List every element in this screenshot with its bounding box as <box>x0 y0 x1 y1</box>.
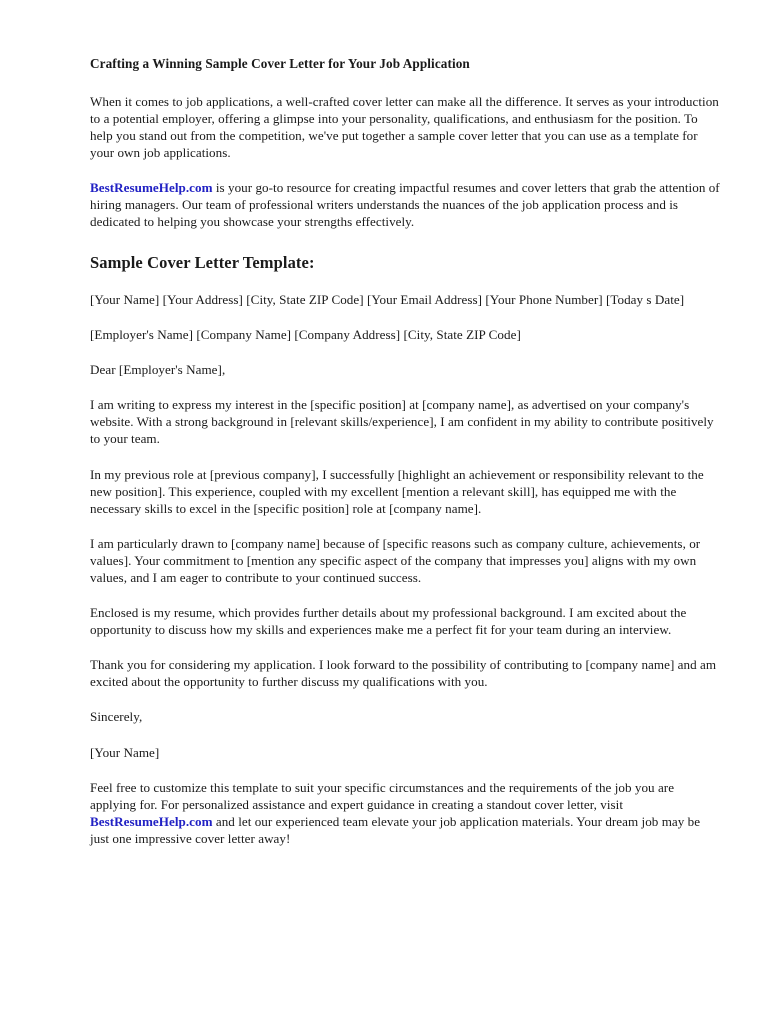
brand-intro-paragraph <box>90 179 722 230</box>
outro-text-after-link: and let our experienced team elevate your job application materials. Your dream job may be just one impressive cover letter away! <box>90 813 701 846</box>
letter-paragraph-1: I am writing to express my interest in the [specific position] at [company name], as advertised on your company's website. With a strong background in [relevant skills/experience], I am confident in my ability to contribute positively to your team. <box>90 397 714 447</box>
intro-paragraph: When it comes to job applications, a well-crafted cover letter can make all the difference. It serves as your introduction to a potential employer, offering a glimpse into your personality, qualifications, and enthusiasm for the position. To help you stand out from the competition, we've put together a sample cover letter that you can use as a template for your own job applications. <box>90 93 719 160</box>
outro-text-before-link: Feel free to customize this template to suit your specific circumstances and the requirements of the job you are applying for. For personalized assistance and expert guidance in creating a standout cover letter, visit <box>90 779 675 812</box>
letter-paragraph-3: I am particularly drawn to [company name] because of [specific reasons such as company culture, achievements, or values]. Your commitment to [mention any specific aspect of the company that impresses you] aligns with my own values, and I am eager to contribute to your continued success. <box>90 535 701 585</box>
letter-salutation: Dear [Employer's Name], <box>90 362 226 378</box>
page-title: Crafting a Winning Sample Cover Letter for Your Job Application <box>90 56 470 71</box>
brand-intro-text: is your go-to resource for creating impactful resumes and cover letters that grab the attention of hiring managers. Our team of professional writers understands the nuances of the job application process and is dedicated to helping you showcase your strengths effectively. <box>90 179 720 230</box>
outro-paragraph <box>90 779 722 847</box>
document-body <box>90 56 722 847</box>
recipient-address-block: [Employer's Name] [Company Name] [Company Address] [City, State ZIP Code] <box>90 327 521 343</box>
sender-address-block: [Your Name] [Your Address] [City, State ZIP Code] [Your Email Address] [Your Phone Number] [Today s Date] <box>90 291 685 307</box>
section-heading-template: Sample Cover Letter Template: <box>90 253 315 273</box>
letter-paragraph-5: Thank you for considering my application. I look forward to the possibility of contributing to [company name] and am excited about the opportunity to further discuss my qualifications with you. <box>90 657 717 690</box>
letter-paragraph-2: In my previous role at [previous company], I successfully [highlight an achievement or responsibility relevant to the new position]. This experience, coupled with my excellent [mention a relevant skill], has equipped me with the necessary skills to excel in the [specific position] role at [company name]. <box>90 466 704 516</box>
letter-closing: Sincerely, <box>90 709 143 725</box>
brand-link-top[interactable]: BestResumeHelp.com <box>90 179 213 195</box>
letter-signature-name: [Your Name] <box>90 744 160 760</box>
letter-paragraph-4: Enclosed is my resume, which provides further details about my professional background. I am excited about the opportunity to discuss how my skills and experiences make me a perfect fit for your team during an interview. <box>90 605 687 638</box>
brand-link-bottom[interactable]: BestResumeHelp.com <box>90 813 213 829</box>
